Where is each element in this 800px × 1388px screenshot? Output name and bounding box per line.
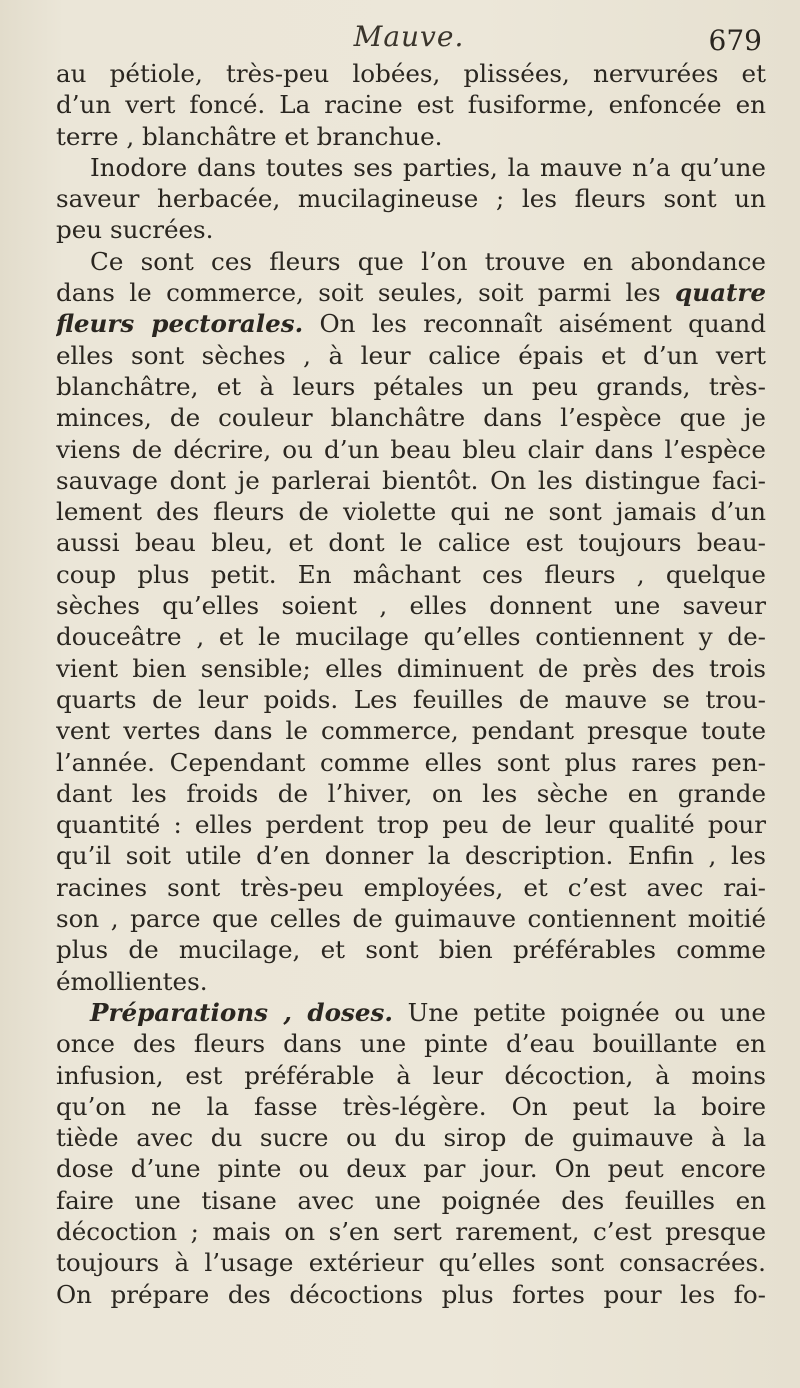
text-line xyxy=(56,1216,766,1247)
running-title: Mauve. xyxy=(353,20,465,53)
text-line xyxy=(56,1153,766,1184)
text-line xyxy=(56,747,766,778)
text-line xyxy=(56,715,766,746)
text-line xyxy=(56,840,766,871)
text-segment: d’un vert foncé. La racine est fusiforme, enfoncée en xyxy=(56,90,766,120)
text-segment: douceâtre , et le mucilage qu’elles contiennent y de- xyxy=(56,622,766,652)
text-line xyxy=(56,590,766,621)
text-line xyxy=(56,371,766,402)
text-line xyxy=(56,903,766,934)
text-segment: tiède avec du sucre ou du sirop de guimauve à la xyxy=(56,1123,766,1153)
text-segment: plus de mucilage, et sont bien préférables comme xyxy=(56,935,766,965)
text-line xyxy=(56,465,766,496)
text-line xyxy=(56,1060,766,1091)
page-header xyxy=(56,14,762,62)
text-segment: peu sucrées. xyxy=(56,215,214,245)
text-segment: Une petite poignée ou une xyxy=(392,997,766,1027)
italic-phrase: quatre xyxy=(675,278,766,308)
text-segment: racines sont très-peu employées, et c’est avec rai- xyxy=(56,872,766,902)
text-segment: Inodore dans toutes ses parties, la mauve n’a qu’une xyxy=(90,152,766,182)
italic-phrase: fleurs pectorales. xyxy=(56,309,304,339)
text-segment: quarts de leur poids. Les feuilles de mauve se trou- xyxy=(56,684,766,714)
text-segment: au pétiole, très-peu lobées, plissées, nervurées et xyxy=(56,59,766,88)
text-segment: vient bien sensible; elles diminuent de près des trois xyxy=(56,653,766,683)
text-line xyxy=(56,809,766,840)
text-segment: décoction ; mais on s’en sert rarement, c’est presque xyxy=(56,1216,766,1246)
text-line xyxy=(56,1247,766,1278)
text-segment: dans le commerce, soit seules, soit parmi les xyxy=(56,278,676,308)
text-line xyxy=(56,559,766,590)
text-line xyxy=(56,1028,766,1059)
page-number: 679 xyxy=(708,24,762,57)
text-line xyxy=(56,214,766,245)
text-line xyxy=(56,308,766,339)
text-segment: son , parce que celles de guimauve contiennent moitié xyxy=(56,904,766,934)
text-segment: Ce sont ces fleurs que l’on trouve en abondance xyxy=(90,246,766,276)
text-segment: lement des fleurs de violette qui ne sont jamais d’un xyxy=(56,497,766,527)
text-segment: coup plus petit. En mâchant ces fleurs , quelque xyxy=(56,559,766,589)
text-line xyxy=(56,277,766,308)
text-line xyxy=(56,872,766,903)
text-segment: qu’il soit utile d’en donner la description. Enfin , les xyxy=(56,841,766,871)
text-line xyxy=(56,58,766,89)
text-line xyxy=(56,340,766,371)
text-segment: vent vertes dans le commerce, pendant presque toute xyxy=(56,716,766,746)
text-line xyxy=(56,1279,766,1310)
text-line xyxy=(56,183,766,214)
text-line xyxy=(56,653,766,684)
text-segment: blanchâtre, et à leurs pétales un peu grands, très- xyxy=(56,371,766,401)
text-segment: elles sont sèches , à leur calice épais et d’un vert xyxy=(56,340,766,370)
text-line xyxy=(56,89,766,120)
text-segment: l’année. Cependant comme elles sont plus rares pen- xyxy=(56,747,766,777)
text-line xyxy=(56,121,766,152)
text-segment: émollientes. xyxy=(56,966,208,996)
text-segment: saveur herbacée, mucilagineuse ; les fleurs sont un xyxy=(56,184,766,214)
text-segment: terre , blanchâtre et branchue. xyxy=(56,121,443,151)
text-segment: aussi beau bleu, et dont le calice est toujours beau- xyxy=(56,528,766,558)
text-line xyxy=(56,997,766,1028)
text-line xyxy=(56,496,766,527)
text-line xyxy=(56,434,766,465)
text-line xyxy=(56,934,766,965)
italic-phrase: Préparations , doses. xyxy=(90,997,393,1027)
text-line xyxy=(56,1122,766,1153)
text-segment: minces, de couleur blanchâtre dans l’espèce que je xyxy=(56,403,766,433)
text-line xyxy=(56,1185,766,1216)
text-line xyxy=(56,778,766,809)
text-segment: qu’on ne la fasse très-légère. On peut la boire xyxy=(56,1091,766,1121)
text-line xyxy=(56,1091,766,1122)
text-segment: faire une tisane avec une poignée des feuilles en xyxy=(56,1185,766,1215)
text-segment: infusion, est préférable à leur décoction, à moins xyxy=(56,1060,766,1090)
text-segment: quantité : elles perdent trop peu de leur qualité pour xyxy=(56,810,766,840)
text-line xyxy=(56,621,766,652)
text-segment: sèches qu’elles soient , elles donnent une saveur xyxy=(56,591,766,621)
text-segment: toujours à l’usage extérieur qu’elles sont consacrées. xyxy=(56,1248,766,1278)
text-line xyxy=(56,684,766,715)
text-segment: On prépare des décoctions plus fortes pour les fo- xyxy=(56,1279,766,1309)
body-text xyxy=(56,58,766,1310)
text-segment: dose d’une pinte ou deux par jour. On peut encore xyxy=(56,1154,766,1184)
text-segment: dant les froids de l’hiver, on les sèche en grande xyxy=(56,778,766,808)
text-line xyxy=(56,527,766,558)
text-segment: sauvage dont je parlerai bientôt. On les distingue faci- xyxy=(56,465,766,495)
text-line xyxy=(56,246,766,277)
text-segment: viens de décrire, ou d’un beau bleu clair dans l’espèce xyxy=(56,434,766,464)
text-line xyxy=(56,966,766,997)
text-segment: once des fleurs dans une pinte d’eau bouillante en xyxy=(56,1029,766,1059)
text-line xyxy=(56,152,766,183)
text-line xyxy=(56,402,766,433)
text-segment: On les reconnaît aisément quand xyxy=(303,309,766,339)
